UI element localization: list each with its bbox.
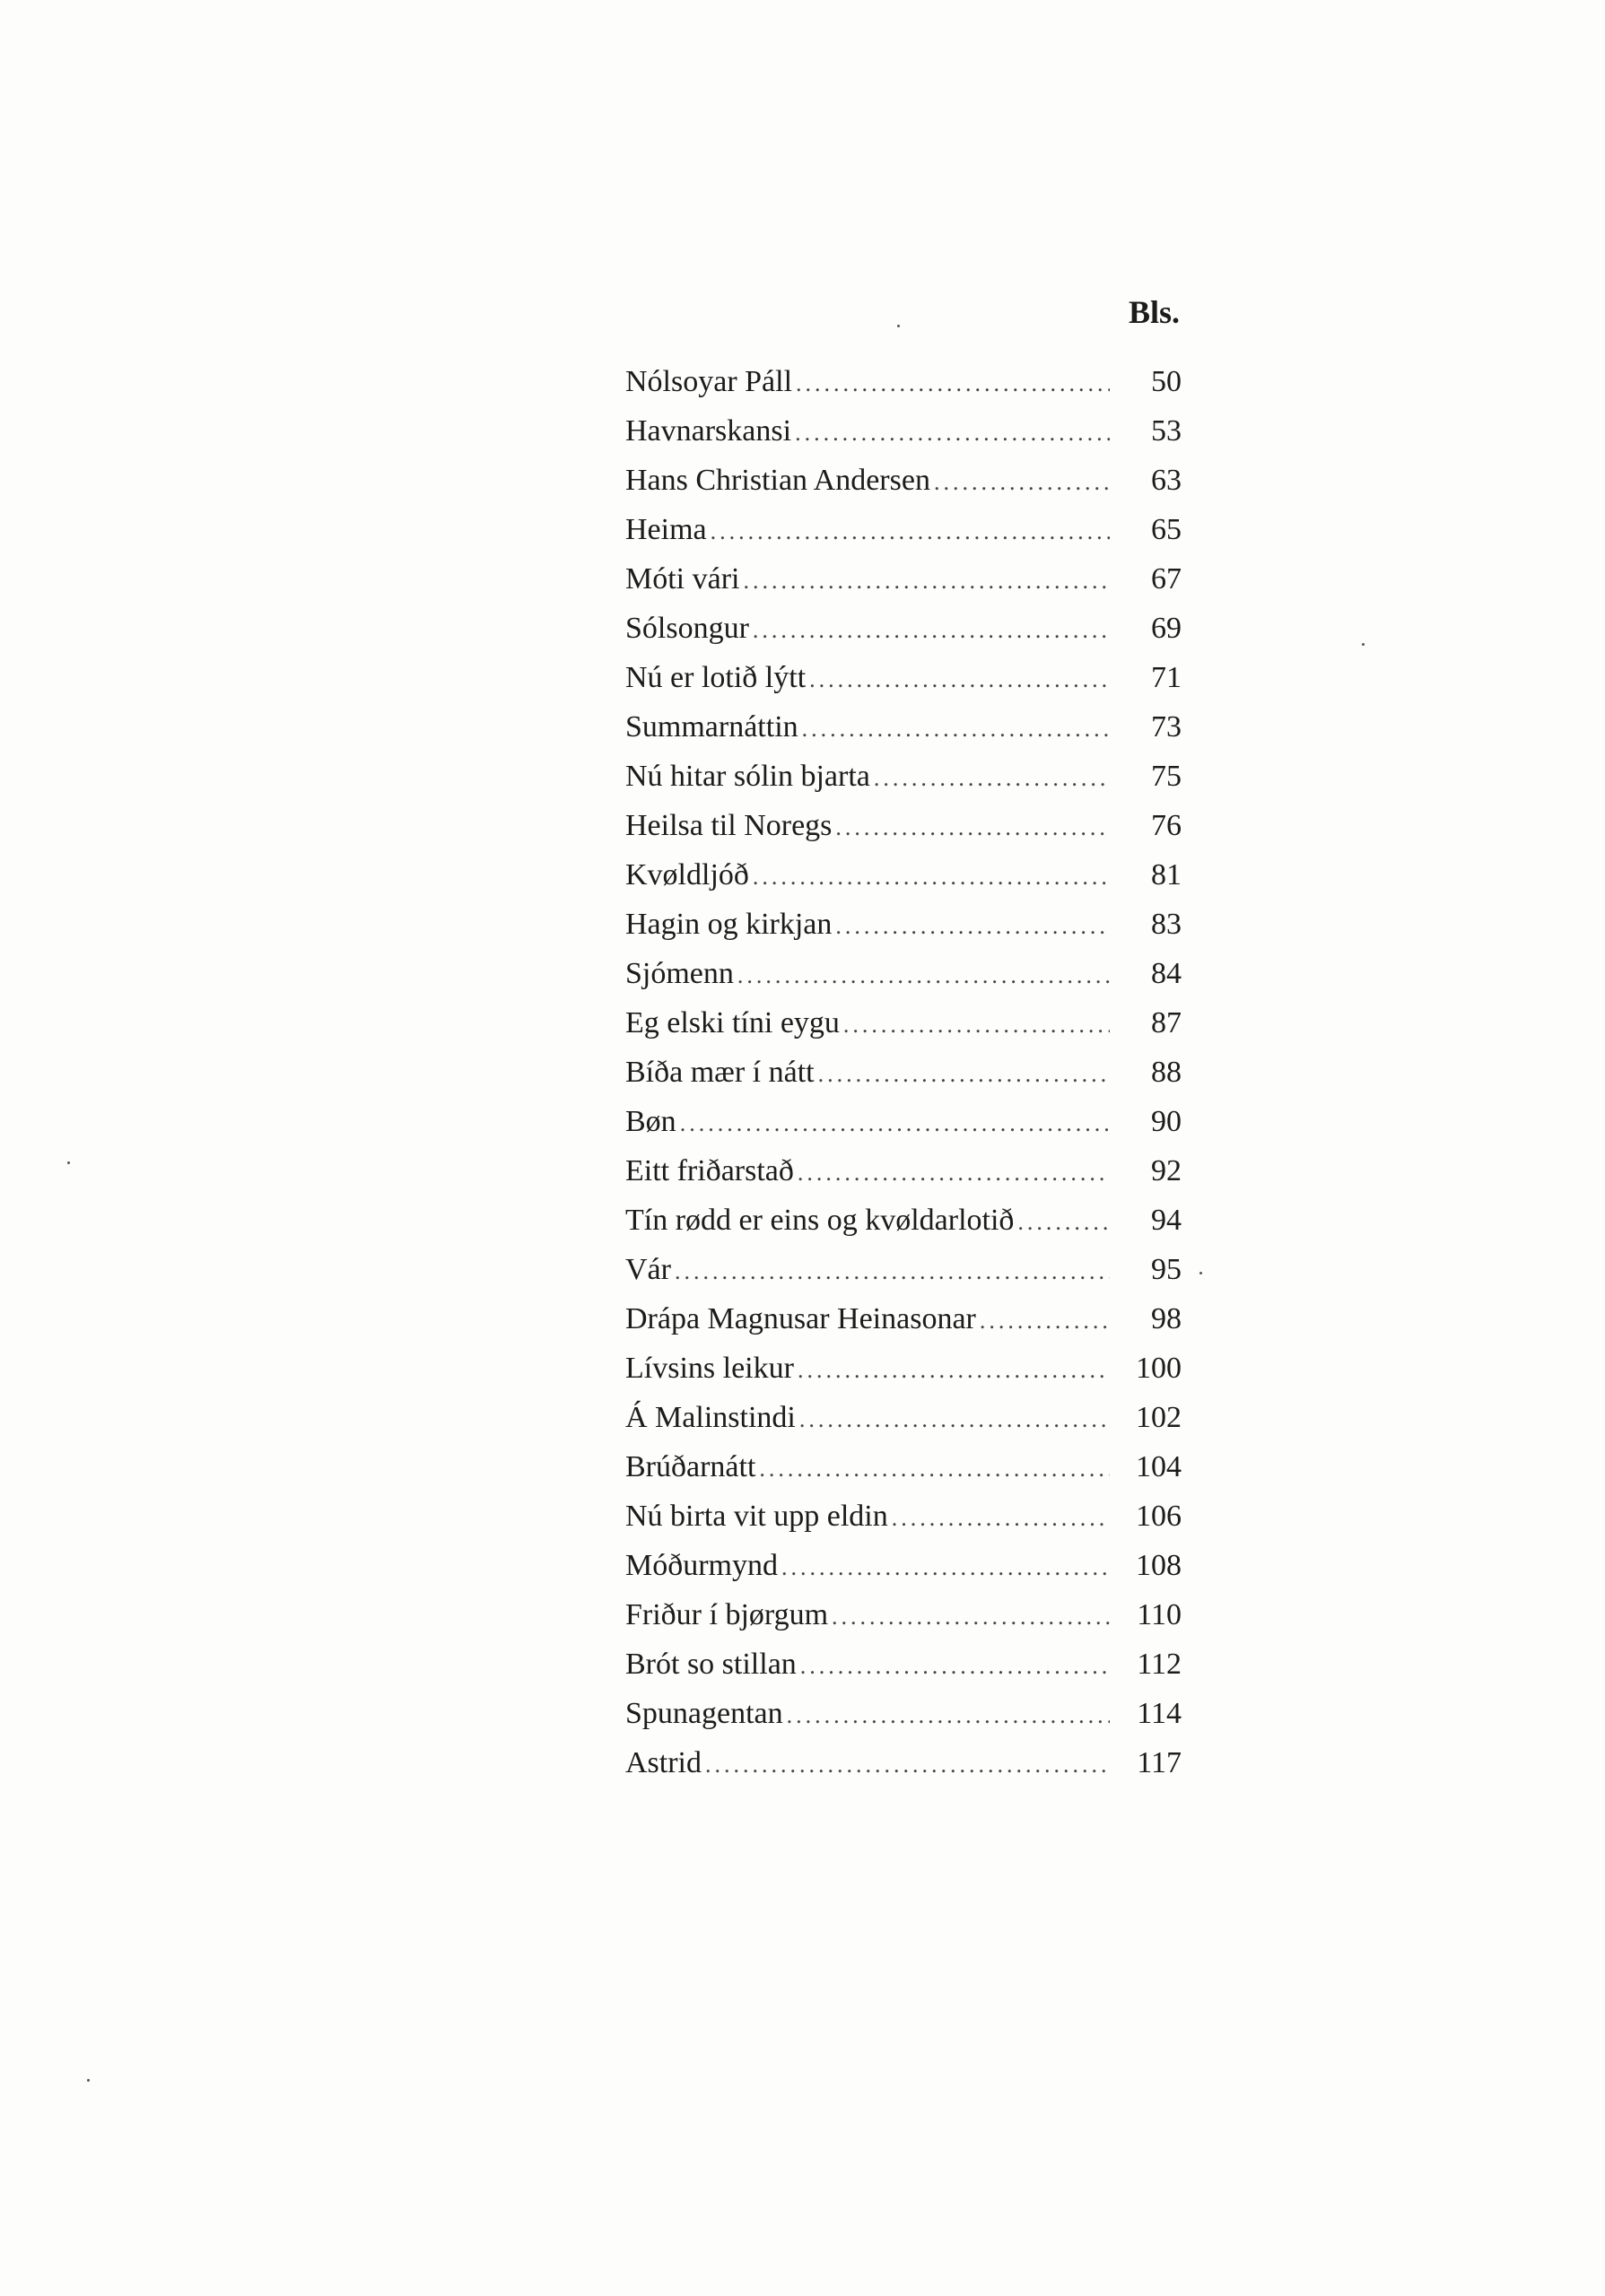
toc-entry-title: Sjómenn bbox=[625, 957, 734, 990]
toc-entry-title: Sólsongur bbox=[625, 612, 749, 645]
dot-leader bbox=[874, 753, 1110, 803]
toc-entry-page-number: 71 bbox=[1151, 661, 1182, 694]
toc-entry-title: Bøn bbox=[625, 1105, 676, 1138]
toc-entry-page-number: 88 bbox=[1151, 1056, 1182, 1089]
toc-entry bbox=[625, 1146, 1182, 1196]
toc-entry-title: Vár bbox=[625, 1253, 671, 1286]
toc-entry-page-number: 75 bbox=[1151, 760, 1182, 793]
dot-leader bbox=[800, 1641, 1110, 1691]
toc-entry-page-number: 53 bbox=[1151, 414, 1182, 448]
toc-entry-page-number: 50 bbox=[1151, 365, 1182, 398]
toc-entry bbox=[625, 850, 1182, 900]
toc-entry bbox=[625, 801, 1182, 850]
toc-entry-page-number: 92 bbox=[1151, 1154, 1182, 1187]
toc-entry-page-number: 117 bbox=[1137, 1746, 1182, 1779]
dot-leader bbox=[818, 1049, 1110, 1099]
print-speck bbox=[87, 2079, 90, 2082]
toc-entry-page-number: 100 bbox=[1136, 1352, 1182, 1385]
toc-entry bbox=[625, 1196, 1182, 1245]
toc-entry-title: Summarnáttin bbox=[625, 710, 798, 744]
toc-entry-page-number: 73 bbox=[1151, 710, 1182, 744]
dot-leader bbox=[705, 1740, 1110, 1789]
toc-entry-page-number: 90 bbox=[1151, 1105, 1182, 1138]
dot-leader bbox=[787, 1691, 1110, 1740]
dot-leader bbox=[892, 1493, 1110, 1543]
dot-leader bbox=[809, 655, 1110, 704]
toc-entry bbox=[625, 998, 1182, 1048]
toc-entry-page-number: 76 bbox=[1151, 809, 1182, 842]
toc-entry-page-number: 98 bbox=[1151, 1302, 1182, 1335]
dot-leader bbox=[753, 605, 1110, 655]
dot-leader bbox=[799, 1395, 1110, 1444]
dot-leader bbox=[675, 1247, 1110, 1296]
toc-entry-title: Brúðarnátt bbox=[625, 1450, 756, 1483]
print-speck bbox=[1199, 1272, 1202, 1274]
toc-entry-title: Bíða mær í nátt bbox=[625, 1056, 815, 1089]
toc-entry-page-number: 104 bbox=[1136, 1450, 1182, 1483]
toc-entry bbox=[625, 653, 1182, 702]
toc-entry-title: Eg elski tíni eygu bbox=[625, 1006, 840, 1039]
toc-entry-title: Eitt friðarstað bbox=[625, 1154, 794, 1187]
toc-entry-page-number: 108 bbox=[1136, 1549, 1182, 1582]
toc-entry bbox=[625, 1639, 1182, 1689]
toc-entry bbox=[625, 1541, 1182, 1590]
toc-entry-page-number: 106 bbox=[1136, 1500, 1182, 1533]
toc-entry-page-number: 84 bbox=[1151, 957, 1182, 990]
table-of-contents bbox=[625, 285, 1182, 1787]
toc-entry-page-number: 112 bbox=[1137, 1648, 1182, 1681]
toc-entry-title: Heilsa til Noregs bbox=[625, 809, 833, 842]
dot-leader bbox=[835, 803, 1110, 852]
dot-leader bbox=[832, 1592, 1110, 1641]
toc-entry bbox=[625, 505, 1182, 554]
toc-entry bbox=[625, 1097, 1182, 1146]
dot-leader bbox=[798, 1345, 1110, 1395]
toc-entry-page-number: 102 bbox=[1136, 1401, 1182, 1434]
toc-entry-title: Nú er lotið lýtt bbox=[625, 661, 807, 694]
toc-entry bbox=[625, 357, 1182, 406]
toc-entry-title: Nú hitar sólin bjarta bbox=[625, 760, 870, 793]
toc-list bbox=[625, 357, 1182, 1787]
toc-entry bbox=[625, 1048, 1182, 1097]
toc-entry-title: Heima bbox=[625, 513, 707, 546]
toc-entry-title: Brót so stillan bbox=[625, 1648, 797, 1681]
toc-entry-page-number: 114 bbox=[1137, 1697, 1182, 1730]
toc-entry-page-number: 83 bbox=[1151, 908, 1182, 941]
toc-entry bbox=[625, 1393, 1182, 1442]
dot-leader bbox=[835, 901, 1110, 951]
toc-entry-page-number: 69 bbox=[1151, 612, 1182, 645]
toc-entry bbox=[625, 1442, 1182, 1492]
dot-leader bbox=[798, 1148, 1110, 1197]
dot-leader bbox=[934, 457, 1110, 507]
dot-leader bbox=[843, 1000, 1110, 1049]
toc-entry-title: Á Malinstindi bbox=[625, 1401, 796, 1434]
toc-entry-page-number: 65 bbox=[1151, 513, 1182, 546]
toc-entry bbox=[625, 554, 1182, 604]
dot-leader bbox=[796, 359, 1110, 408]
toc-entry-title: Astrid bbox=[625, 1746, 702, 1779]
dot-leader bbox=[680, 1099, 1110, 1148]
toc-entry-title: Móti vári bbox=[625, 562, 740, 596]
print-speck bbox=[1362, 643, 1365, 646]
page-column-header: Bls. bbox=[1128, 294, 1180, 330]
toc-entry bbox=[625, 949, 1182, 998]
dot-leader bbox=[980, 1296, 1110, 1345]
toc-entry-title: Tín rødd er eins og kvøldarlotið bbox=[625, 1204, 1015, 1237]
toc-entry bbox=[625, 1590, 1182, 1639]
toc-entry-title: Hagin og kirkjan bbox=[625, 908, 833, 941]
print-speck bbox=[67, 1161, 70, 1164]
dot-leader bbox=[743, 556, 1110, 605]
toc-entry bbox=[625, 752, 1182, 801]
toc-entry bbox=[625, 1689, 1182, 1738]
dot-leader bbox=[711, 507, 1110, 556]
dot-leader bbox=[759, 1444, 1110, 1493]
toc-entry-page-number: 67 bbox=[1151, 562, 1182, 596]
toc-entry bbox=[625, 1492, 1182, 1541]
dot-leader bbox=[795, 408, 1110, 457]
toc-entry-page-number: 94 bbox=[1151, 1204, 1182, 1237]
toc-entry-title: Lívsins leikur bbox=[625, 1352, 794, 1385]
toc-entry bbox=[625, 456, 1182, 505]
toc-entry-title: Drápa Magnusar Heinasonar bbox=[625, 1302, 976, 1335]
toc-entry-title: Havnarskansi bbox=[625, 414, 792, 448]
toc-entry-title: Friður í bjørgum bbox=[625, 1598, 829, 1631]
toc-entry bbox=[625, 406, 1182, 456]
dot-leader bbox=[737, 951, 1110, 1000]
toc-entry-page-number: 81 bbox=[1151, 858, 1182, 891]
toc-entry-title: Kvøldljóð bbox=[625, 858, 749, 891]
toc-entry-page-number: 87 bbox=[1151, 1006, 1182, 1039]
toc-entry bbox=[625, 702, 1182, 752]
toc-entry-page-number: 63 bbox=[1151, 464, 1182, 497]
dot-leader bbox=[781, 1543, 1110, 1592]
toc-entry-title: Hans Christian Andersen bbox=[625, 464, 930, 497]
toc-entry bbox=[625, 1738, 1182, 1787]
dot-leader bbox=[753, 852, 1110, 901]
toc-entry bbox=[625, 1245, 1182, 1294]
toc-entry-page-number: 95 bbox=[1151, 1253, 1182, 1286]
dot-leader bbox=[1017, 1197, 1110, 1247]
toc-entry bbox=[625, 604, 1182, 653]
toc-entry-title: Nólsoyar Páll bbox=[625, 365, 793, 398]
toc-entry bbox=[625, 900, 1182, 949]
toc-entry bbox=[625, 1294, 1182, 1344]
toc-entry-title: Spunagentan bbox=[625, 1697, 783, 1730]
toc-entry-page-number: 110 bbox=[1137, 1598, 1182, 1631]
toc-entry-title: Nú birta vit upp eldin bbox=[625, 1500, 888, 1533]
dot-leader bbox=[802, 704, 1110, 753]
toc-entry-title: Móðurmynd bbox=[625, 1549, 778, 1582]
toc-entry bbox=[625, 1344, 1182, 1393]
